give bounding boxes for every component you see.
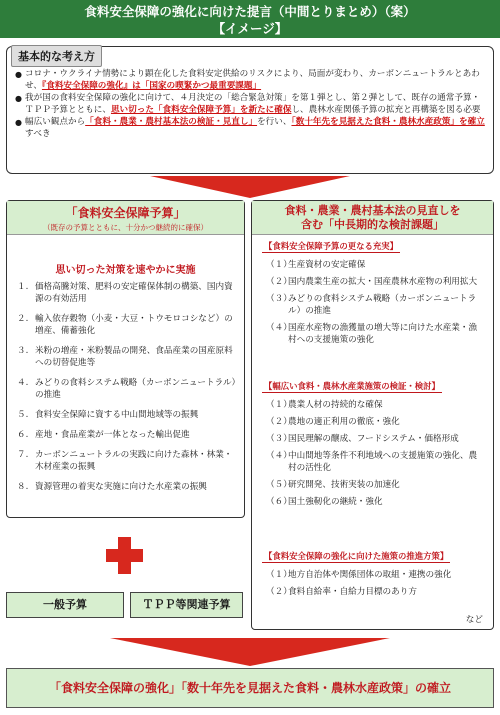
list-item: （２） 農地の適正利用の徹底・強化 <box>266 417 400 427</box>
page-header <box>0 0 500 38</box>
basic-item-1-emphasis: 『食料安全保障の強化』は「国家の喫緊かつ最重要課題」 <box>41 80 262 91</box>
list-item: ２. 輸入依存穀物（小麦・大豆・トウモロコシなど）の増産、備蓄強化 <box>17 314 233 336</box>
food-security-budget-box <box>6 200 245 518</box>
food-security-budget-subtitle: （既存の予算とともに、十分かつ継続的に確保） <box>43 223 208 232</box>
section-list-policy-review <box>266 399 485 513</box>
basic-concept-box <box>6 46 494 174</box>
mid-long-term-issues-header <box>252 201 493 235</box>
list-item: ３. 米粉の増産・米粉製品の開発、食品産業の国産原料への切替促進等 <box>17 346 233 368</box>
list-item: （４） 中山間地等条件不利地域への支援施策の強化、農村の活性化 <box>266 451 478 473</box>
list-item: （６） 国土強靭化の継続・強化 <box>266 497 383 507</box>
basic-item-2: ● 我が国の食料安全保障の強化に向けて、４月決定の「総合緊急対策」を第１弾とし、第２弾として、既存の通常予算・ＴＰＰ予算とともに、思い切った「食料安全保障予算」を新たに確保し、農林水産関係予算の拡充と再構築を図る必要 <box>15 93 487 116</box>
mid-long-term-issues-title-2: 含む「中長期的な検討課題」 <box>301 218 444 231</box>
list-item: ５. 食料安全保障に資する中山間地域等の振興 <box>17 410 199 420</box>
list-item: （４） 国産水産物の漁獲量の増大等に向けた水産業・漁村への支援施策の強化 <box>266 323 478 345</box>
list-item: （２） 食料自給率・自給力目標のあり方 <box>266 587 417 597</box>
mid-long-term-issues-title-1: 食料・農業・農村基本法の見直しを <box>284 204 461 217</box>
list-item: （１） 生産資材の安定確保 <box>266 260 366 270</box>
section-list-budget-enhancement <box>266 259 485 351</box>
basic-item-3-emphasis-2: 「数十年先を見据えた食料・農林水産政策」を確立 <box>291 117 485 128</box>
bottom-down-arrow <box>0 638 500 666</box>
general-budget-box: 一般予算 <box>6 592 124 618</box>
list-item: ６. 産地・食品産業が一体となった輸出促進 <box>17 430 190 440</box>
list-item: ４. みどりの食料システム戦略（カーボンニュートラル）の推進 <box>17 378 236 400</box>
top-down-arrow <box>150 176 350 198</box>
basic-item-1: ● コロナ・ウクライナ情勢により顕在化した食料安定供給のリスクにより、局面が変わり、カーボンニュートラルとあわせ、『食料安全保障の強化』は「国家の喫緊かつ最重要課題」 <box>15 69 487 92</box>
list-item: ７. カーボンニュートラルの実践に向けた森林・林業・木材産業の振興 <box>17 450 233 472</box>
basic-concept-list <box>15 69 487 142</box>
food-security-budget-header <box>7 201 244 235</box>
food-security-budget-list <box>17 281 236 501</box>
list-item: （２） 国内農業生産の拡大・国産農林水産物の利用拡大 <box>266 277 478 287</box>
page-title: 食料安全保障の強化に向けた提言（中間とりまとめ）（案） <box>84 4 416 19</box>
section-title-promotion-measures: 【食料安全保障の強化に向けた施策の推進方策】 <box>264 551 449 561</box>
section-title-policy-review: 【幅広い食料・農林水産業施策の検証・検討】 <box>264 381 440 391</box>
list-item: ８. 資源管理の着実な実施に向けた水産業の振興 <box>17 482 207 492</box>
section-title-budget-enhancement: 【食料安全保障予算の更なる充実】 <box>264 241 398 251</box>
conclusion-box: 「食料安全保障の強化」「数十年先を見据えた食料・農林水産政策」の確立 <box>6 668 494 708</box>
list-item: （５） 研究開発、技術実装の加速化 <box>266 480 400 490</box>
plus-icon-bar <box>106 549 143 562</box>
food-security-budget-title: 「食料安全保障予算」 <box>65 206 186 220</box>
food-security-budget-lead: 思い切った対策を速やかに実施 <box>55 265 196 276</box>
basic-item-2-emphasis: 思い切った「食料安全保障予算」を新たに確保 <box>110 104 292 115</box>
section-list-promotion-measures <box>266 569 485 603</box>
list-item: １. 価格高騰対策、肥料の安定確保体制の構築、国内資源の有効活用 <box>17 282 233 304</box>
basic-item-3-emphasis: 「食料・農業・農村基本法の検証・見直し」 <box>85 117 258 128</box>
list-item: （３） みどりの食料システム戦略（カーボンニュートラル）の推進 <box>266 294 477 316</box>
tpp-budget-box: ＴＰＰ等関連予算 <box>130 592 243 618</box>
list-item: （１） 農業人材の持続的な確保 <box>266 400 383 410</box>
mid-long-term-issues-box <box>251 200 494 630</box>
list-item: （３） 国民理解の醸成、フードシステム・価格形成 <box>266 434 459 444</box>
basic-concept-title: 基本的な考え方 <box>11 45 102 67</box>
etc-label: など <box>465 615 483 625</box>
list-item: （１） 地方自治体や関係団体の取組・連携の強化 <box>266 570 452 580</box>
page-subtitle: 【イメージ】 <box>212 21 288 36</box>
basic-item-3: ● 幅広い観点から「食料・農業・農村基本法の検証・見直し」を行い、「数十年先を見据えた食料・農林水産政策」を確立すべき <box>15 117 487 140</box>
